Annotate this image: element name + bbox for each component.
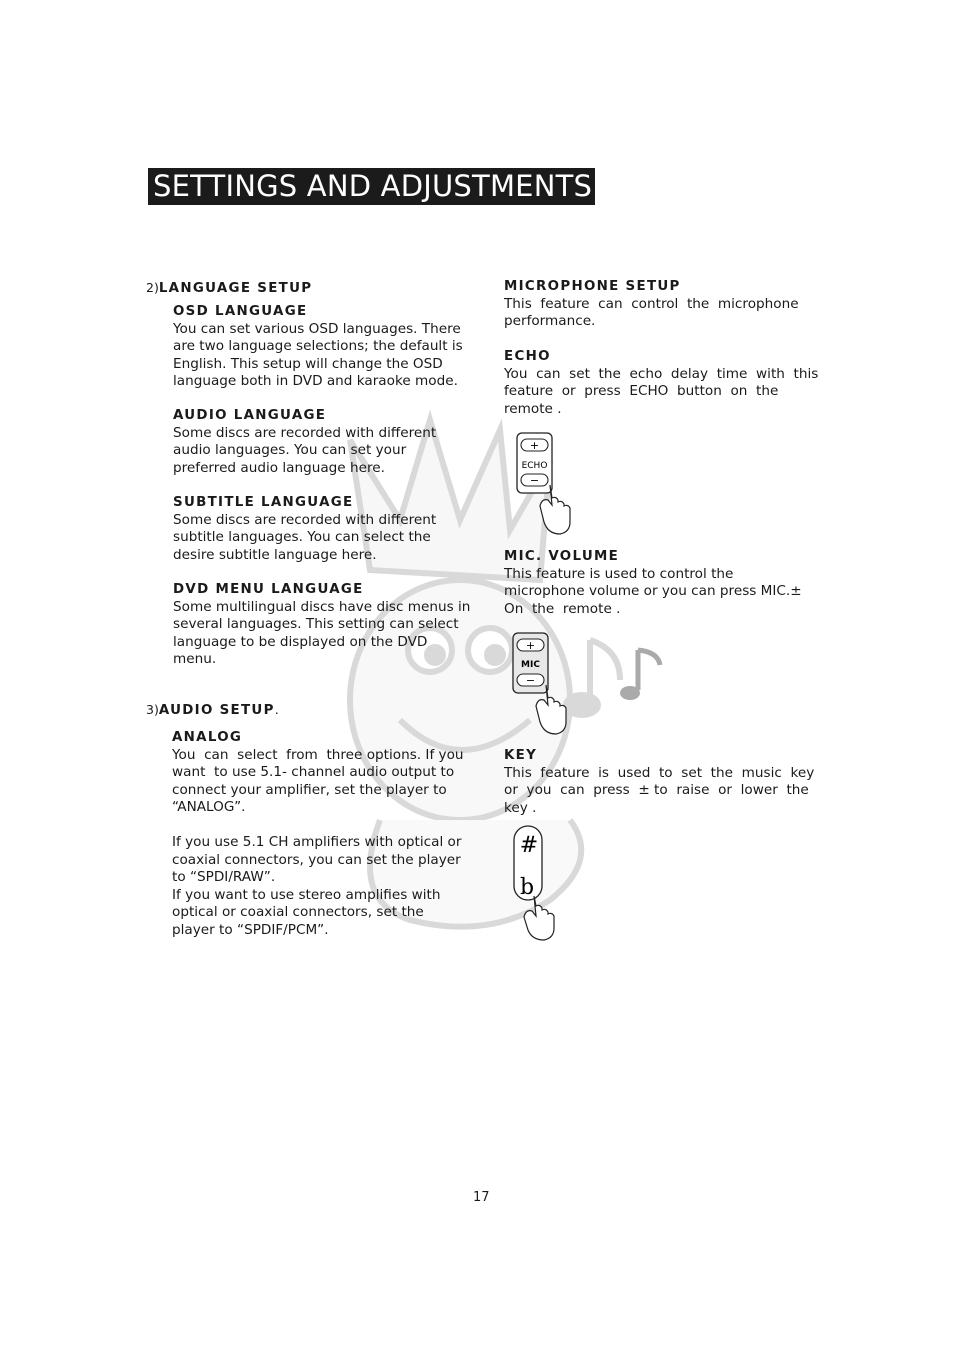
text-line: You can set various OSD languages. There (173, 320, 461, 337)
text-line: subtitle languages. You can select the (173, 529, 431, 545)
mic-label: MIC (521, 660, 540, 670)
echo-label: ECHO (521, 461, 548, 471)
text-line: menu. (173, 651, 217, 667)
microphone-setup-heading: MICROPHONE SETUP (504, 279, 681, 294)
analog-block (172, 729, 464, 939)
text-line: preferred audio language here. (173, 459, 385, 476)
page-title: SETTINGS AND ADJUSTMENTS (153, 169, 593, 203)
audio-setup-heading (146, 701, 279, 720)
mic-minus-label: − (525, 674, 536, 687)
text-line: language both in DVD and karaoke mode. (173, 373, 458, 389)
key-block (504, 747, 814, 817)
text-line: This feature is used to control the (504, 565, 734, 582)
subtitle-language-block (173, 494, 436, 564)
analog-heading: ANALOG (172, 730, 243, 745)
text-line: This feature is used to set the music key (504, 764, 815, 781)
echo-heading: ECHO (504, 349, 551, 364)
section-number: 2) (146, 280, 159, 295)
text-line: English. This setup will change the OSD (173, 355, 443, 372)
text-line: This feature can control the microphone (504, 295, 799, 312)
section-heading: AUDIO SETUP (158, 703, 275, 718)
text-line: desire subtitle language here. (173, 546, 377, 563)
audio-language-block (173, 407, 436, 477)
osd-language-heading: OSD LANGUAGE (173, 304, 308, 319)
text-line: feature or press ECHO button on the (504, 383, 779, 399)
osd-language-block (173, 303, 463, 391)
subtitle-language-heading: SUBTITLE LANGUAGE (173, 495, 354, 510)
flat-label: b (519, 875, 535, 900)
text-line: You can set the echo delay time with this (504, 365, 819, 382)
spacer (172, 817, 464, 835)
text-line: coaxial connectors, you can set the player (172, 851, 461, 868)
text-line: Some discs are recorded with different (173, 424, 437, 441)
section-trail: . (274, 702, 279, 717)
text-line: several languages. This setting can select (173, 616, 459, 632)
mic-button-figure-icon (508, 630, 572, 738)
text-line: If you want to use stereo amplifies with (172, 886, 441, 903)
text-line: or you can press ± to raise or lower the (504, 782, 809, 798)
text-line: language to be displayed on the DVD (173, 633, 428, 650)
text-line: player to “SPDIF/PCM”. (172, 921, 329, 938)
audio-language-heading: AUDIO LANGUAGE (173, 408, 327, 423)
echo-block (504, 348, 818, 418)
section-heading: LANGUAGE SETUP (158, 281, 313, 296)
music-note-icon (598, 640, 668, 710)
text-line: “ANALOG”. (172, 799, 246, 815)
text-line: On the remote . (504, 600, 621, 617)
text-line: connect your amplifier, set the player to (172, 781, 447, 798)
text-line: to “SPDI/RAW”. (172, 869, 276, 885)
text-line: If you use 5.1 CH amplifiers with optical or (172, 834, 462, 850)
text-line: microphone volume or you can press MIC.± (504, 583, 802, 599)
text-line: performance. (504, 313, 596, 329)
mic-volume-heading: MIC. VOLUME (504, 549, 620, 564)
sharp-label: # (519, 833, 539, 858)
dvd-menu-language-block (173, 581, 470, 669)
text-line: optical or coaxial connectors, set the (172, 904, 424, 920)
pointing-hand-icon (524, 896, 554, 940)
section-number: 3) (146, 702, 159, 717)
text-line: You can select from three options. If you (172, 746, 464, 763)
dvd-menu-language-heading: DVD MENU LANGUAGE (173, 582, 364, 597)
text-line: Some discs are recorded with different (173, 511, 437, 528)
mic-volume-block (504, 548, 802, 618)
echo-button-figure-icon (512, 430, 576, 538)
key-heading: KEY (504, 748, 538, 763)
text-line: remote . (504, 400, 562, 417)
echo-minus-label: − (529, 474, 540, 487)
page-number: 17 (473, 1190, 490, 1205)
text-line: key . (504, 799, 537, 816)
text-line: Some multilingual discs have disc menus in (173, 598, 471, 615)
text-line: are two language selections; the default is (173, 338, 463, 354)
page-title-banner (148, 168, 595, 205)
text-line: audio languages. You can set your (173, 442, 407, 458)
mic-plus-label: + (525, 639, 536, 652)
language-setup-heading (146, 279, 312, 298)
text-line: want to use 5.1- channel audio output to (172, 764, 455, 780)
echo-plus-label: + (529, 439, 540, 452)
microphone-setup-block (504, 278, 799, 331)
key-button-figure-icon (508, 822, 572, 942)
